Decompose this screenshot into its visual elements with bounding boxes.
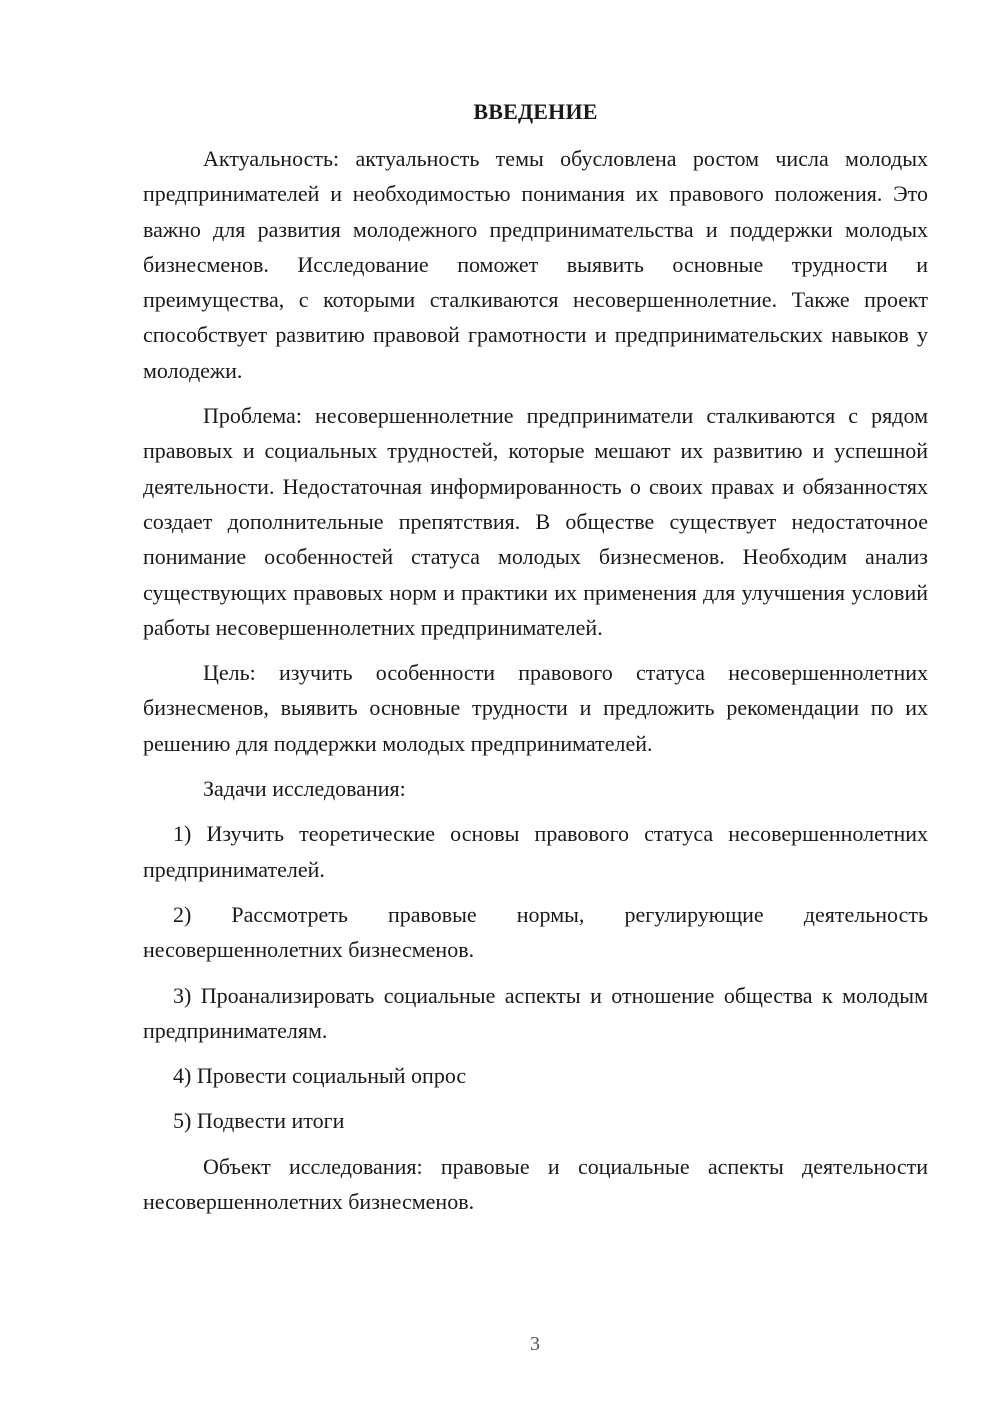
task-item-1: 1) Изучить теоретические основы правового статуса несовершеннолетних предпринимателей. [143,821,928,882]
goal-paragraph: Цель: изучить особенности правового статуса несовершеннолетних бизнесменов, выявить основные трудности и предложить рекомендации по их решению для поддержки молодых предпринимателей. [143,660,928,756]
relevance-paragraph: Актуальность: актуальность темы обусловлена ростом числа молодых предпринимателей и необходимостью понимания их правового положения. Это важно для развития молодежного предпринимательства и поддержки молодых бизнесменов. Исследование поможет выявить основные трудности и преимущества, с которыми сталкиваются несовершеннолетние. Также проект способствует развитию правовой грамотности и предпринимательских навыков у молодежи. [143,146,928,383]
page-content [143,97,928,1229]
task-item-3: 3) Проанализировать социальные аспекты и отношение общества к молодым предпринимателям. [143,982,928,1043]
page-number: 3 [530,1333,540,1355]
task-item-4: 4) Провести социальный опрос [173,1063,467,1089]
tasks-heading: Задачи исследования: [203,776,406,802]
problem-paragraph: Проблема: несовершеннолетние предприниматели сталкиваются с рядом правовых и социальных трудностей, которые мешают их развитию и успешной деятельности. Недостаточная информированность о своих правах и обязанностях создает дополнительные препятствия. В обществе существует недостаточное понимание особенностей статуса молодых бизнесменов. Необходим анализ существующих правовых норм и практики их применения для улучшения условий работы несовершеннолетних предпринимателей. [143,403,928,640]
object-paragraph: Объект исследования: правовые и социальные аспекты деятельности несовершеннолетних бизнесменов. [143,1153,928,1215]
task-item-2: 2) Рассмотреть правовые нормы, регулирующие деятельность несовершеннолетних бизнесменов. [143,901,928,963]
task-item-5: 5) Подвести итоги [173,1108,345,1134]
section-heading: ВВЕДЕНИЕ [473,99,598,124]
